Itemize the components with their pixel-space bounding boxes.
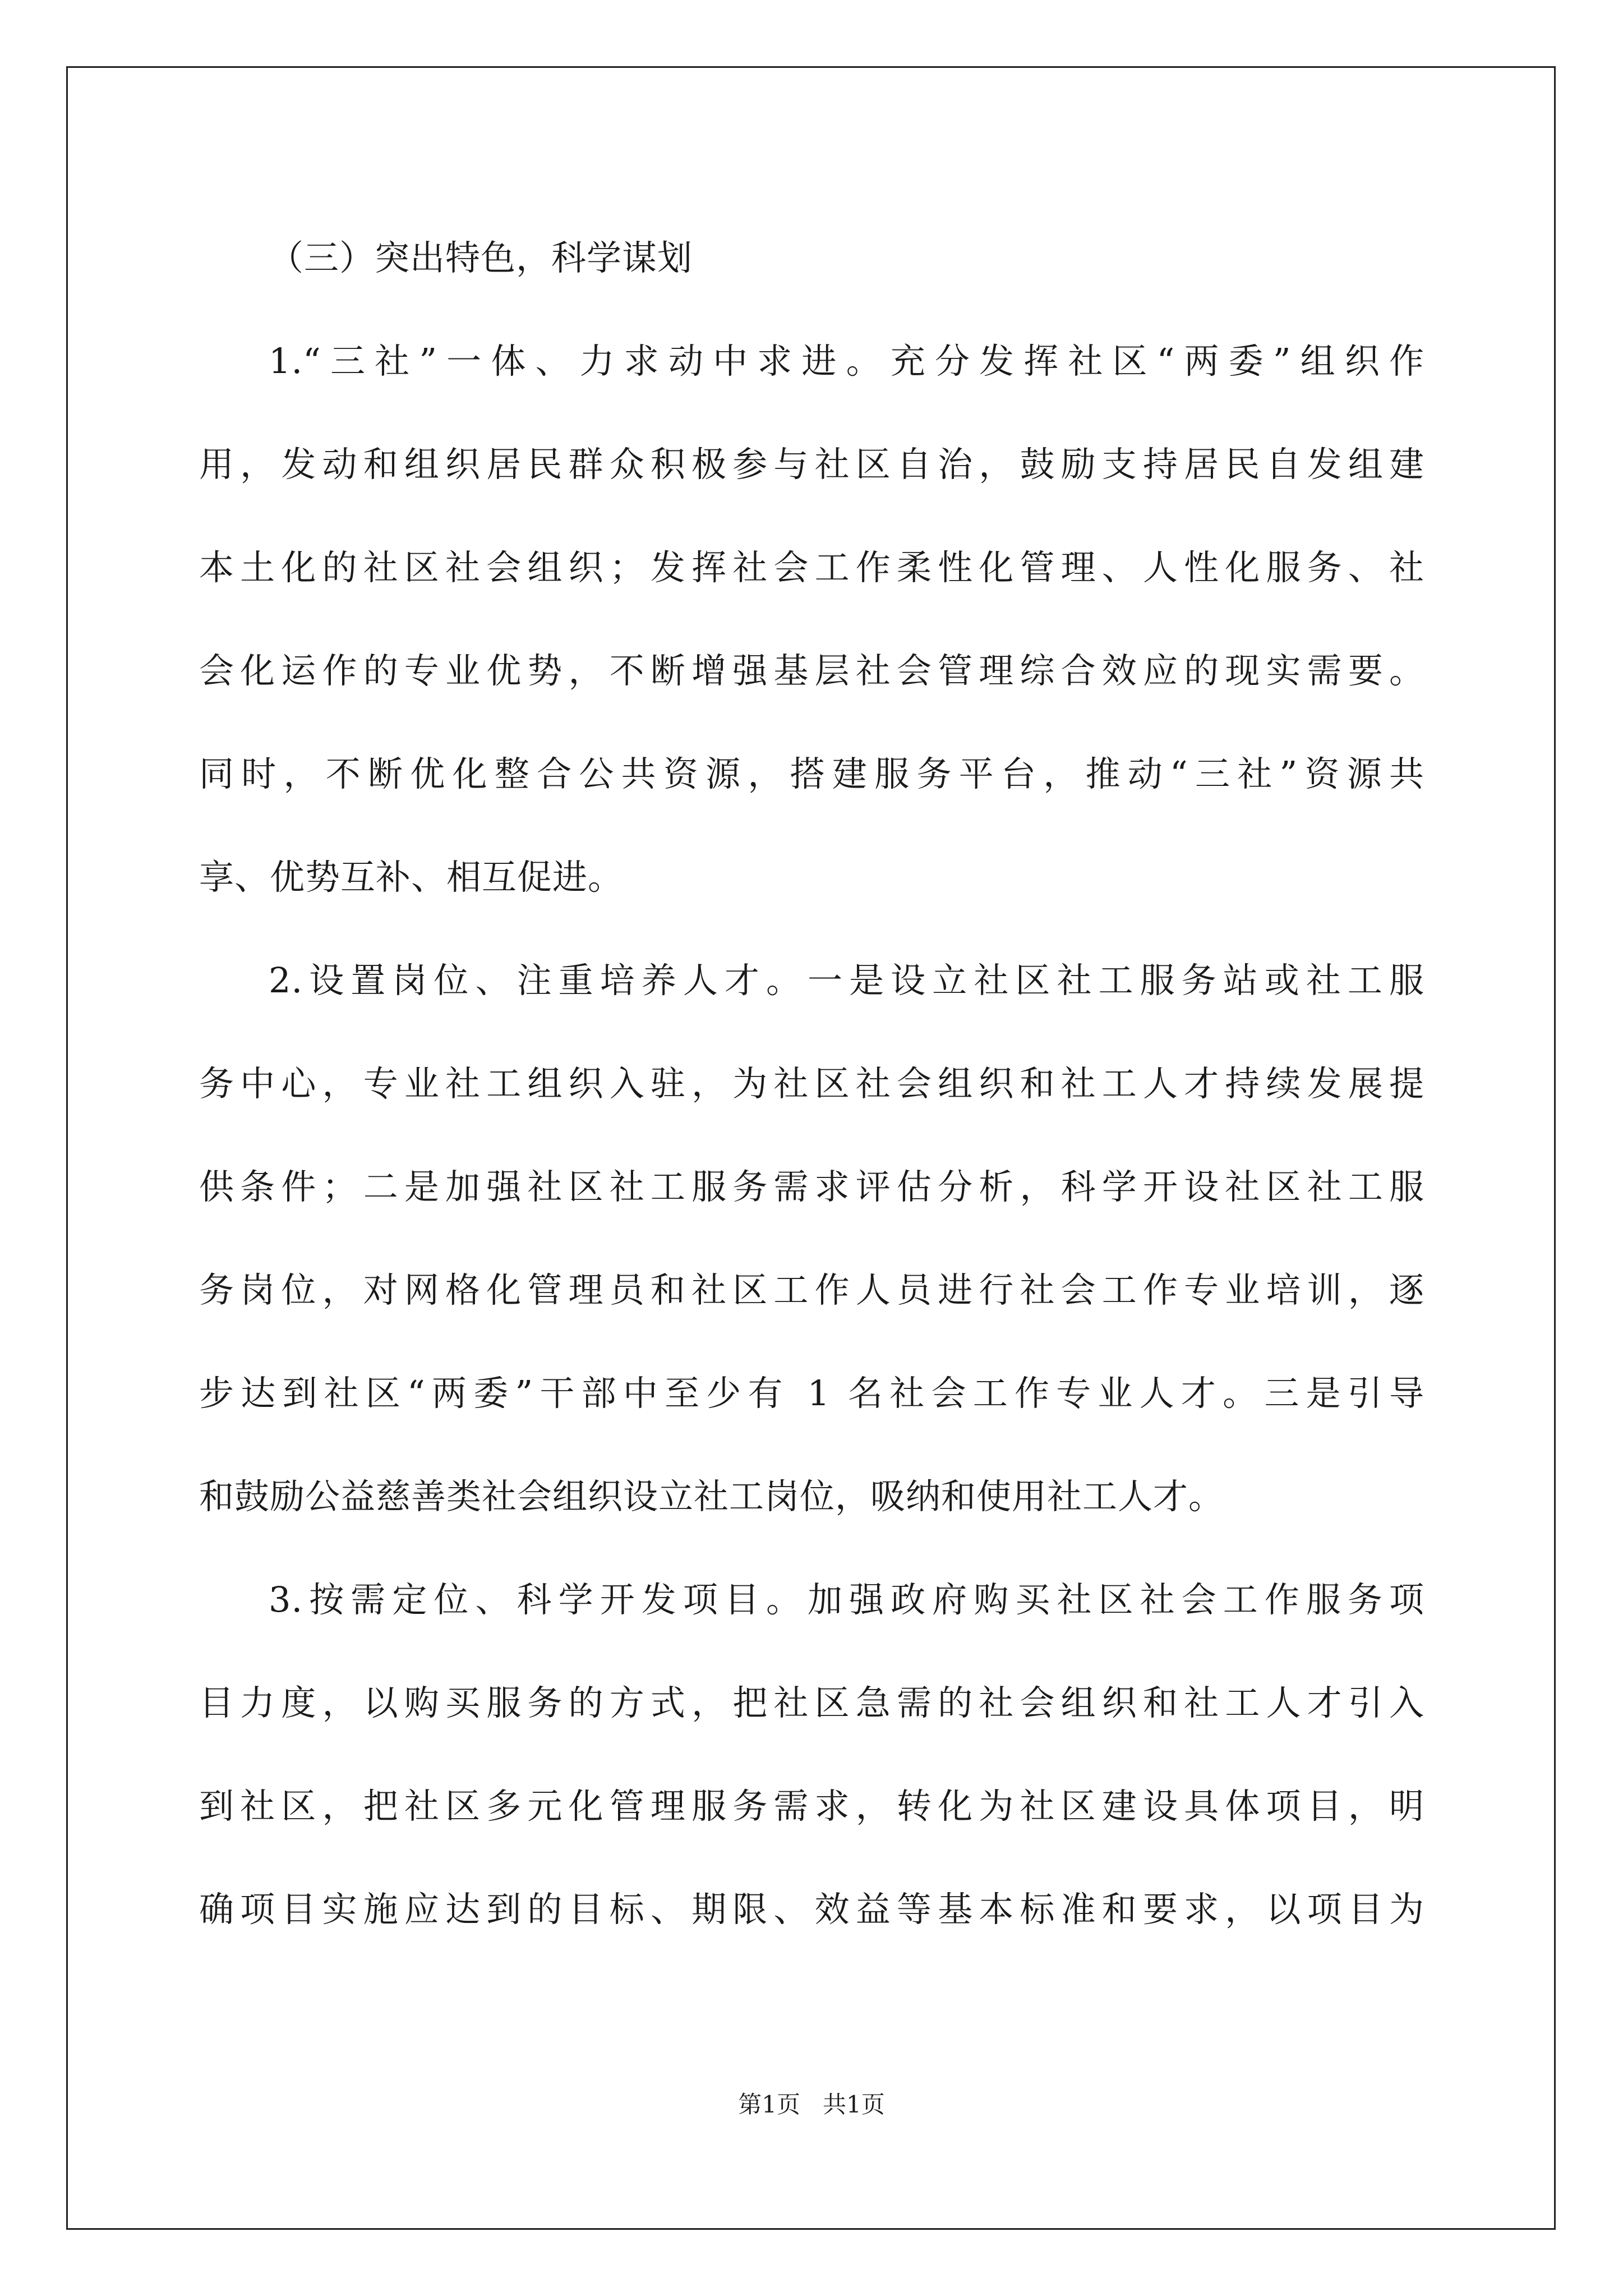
paragraph-2-line-5: 步达到社区“两委”干部中至少有 1 名社会工作专业人才。三是引导 (199, 1373, 1424, 1414)
paragraph-2-line-1: 2.设置岗位、注重培养人才。一是设立社区社工服务站或社工服 (269, 960, 1424, 1001)
paragraph-1-line-1: 1.“三社”一体、力求动中求进。充分发挥社区“两委”组织作 (269, 341, 1424, 381)
paragraph-3-line-1: 3.按需定位、科学开发项目。加强政府购买社区社会工作服务项 (269, 1579, 1424, 1620)
page-number-footer: 第1页 共1页 (738, 2091, 885, 2118)
paragraph-3-line-3: 到社区，把社区多元化管理服务需求，转化为社区建设具体项目，明 (199, 1786, 1424, 1826)
paragraph-3-line-4: 确项目实施应达到的目标、期限、效益等基本标准和要求，以项目为 (199, 1889, 1424, 1930)
paragraph-1-line-2: 用，发动和组织居民群众积极参与社区自治，鼓励支持居民自发组建 (199, 444, 1424, 485)
paragraph-1-line-3: 本土化的社区社会组织；发挥社会工作柔性化管理、人性化服务、社 (199, 547, 1424, 588)
paragraph-2-line-6: 和鼓励公益慈善类社会组织设立社工岗位，吸纳和使用社工人才。 (199, 1476, 1224, 1517)
section-heading: （三）突出特色，科学谋划 (269, 237, 693, 278)
paragraph-2-line-3: 供条件；二是加强社区社工服务需求评估分析，科学开设社区社工服 (199, 1166, 1424, 1207)
document-body (199, 206, 1424, 1961)
paragraph-1-line-4: 会化运作的专业优势，不断增强基层社会管理综合效应的现实需要。 (199, 650, 1424, 691)
paragraph-2-line-2: 务中心，专业社工组织入驻，为社区社会组织和社工人才持续发展提 (199, 1063, 1424, 1104)
paragraph-2-line-4: 务岗位，对网格化管理员和社区工作人员进行社会工作专业培训，逐 (199, 1269, 1424, 1310)
paragraph-1-line-6: 享、优势互补、相互促进。 (199, 857, 624, 898)
paragraph-1-line-5: 同时，不断优化整合公共资源，搭建服务平台，推动“三社”资源共 (199, 753, 1424, 794)
paragraph-3-line-2: 目力度，以购买服务的方式，把社区急需的社会组织和社工人才引入 (199, 1682, 1424, 1723)
